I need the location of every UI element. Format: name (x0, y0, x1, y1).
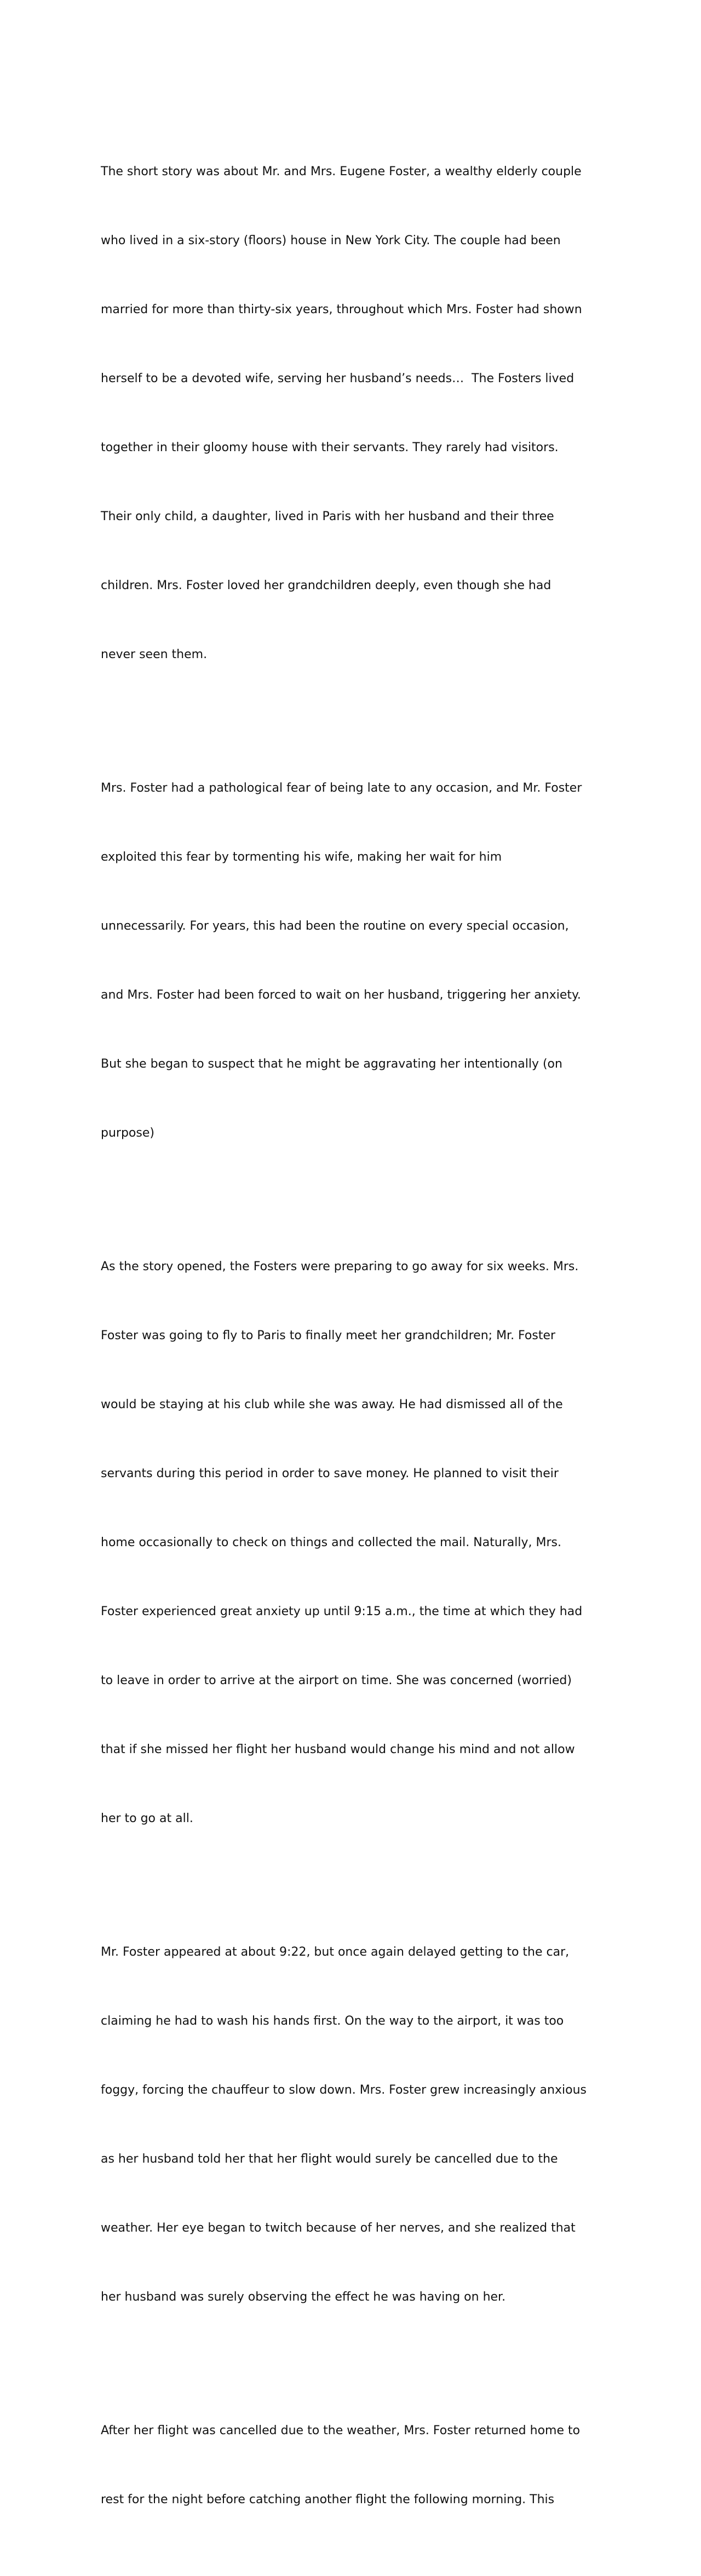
text-line: married for more than thirty-six years, throughout which Mrs. Foster had shown (101, 303, 582, 316)
text-line: Mr. Foster appeared at about 9:22, but once again delayed getting to the car, (101, 1945, 570, 1959)
text-line: After her flight was cancelled due to the weather, Mrs. Foster returned home to (101, 2424, 581, 2437)
text-line: children. Mrs. Foster loved her grandchildren deeply, even though she had (101, 579, 551, 592)
text-line: together in their gloomy house with their servants. They rarely had visitors. (101, 441, 559, 454)
text-line: Foster was going to fly to Paris to finally meet her grandchildren; Mr. Foster (101, 1329, 556, 1342)
text-line: exploited this fear by tormenting his wife, making her wait for him (101, 850, 502, 864)
text-line: weather. Her eye began to twitch because of her nerves, and she realized that (101, 2221, 576, 2235)
text-line: claiming he had to wash his hands first. On the way to the airport, it was too (101, 2014, 564, 2028)
text-line: would be staying at his club while she was away. He had dismissed all of the (101, 1398, 563, 1411)
text-line: rest for the night before catching another flight the following morning. This (101, 2493, 555, 2506)
paragraph-2 (101, 731, 610, 1191)
text-line: Foster experienced great anxiety up until 9:15 a.m., the time at which they had (101, 1605, 583, 1618)
paragraph-3 (101, 1209, 610, 1876)
text-line: But she began to suspect that he might be aggravating her intentionally (on (101, 1057, 562, 1071)
text-line: her to go at all. (101, 1812, 193, 1825)
paragraph-5 (101, 2373, 610, 2557)
text-line: her husband was surely observing the effect he was having on her. (101, 2290, 506, 2304)
text-line: never seen them. (101, 648, 208, 661)
text-line: Mrs. Foster had a pathological fear of being late to any occasion, and Mr. Foster (101, 781, 582, 795)
text-line: who lived in a six-story (floors) house in New York City. The couple had been (101, 234, 561, 247)
text-line: foggy, forcing the chauffeur to slow down. Mrs. Foster grew increasingly anxious (101, 2083, 587, 2097)
text-line: The short story was about Mr. and Mrs. Eugene Foster, a wealthy elderly couple (101, 165, 582, 178)
text-line: herself to be a devoted wife, serving her husband’s needs… The Fosters lived (101, 372, 574, 385)
text-column (101, 114, 610, 2576)
paragraph-4 (101, 1895, 610, 2355)
text-line: Their only child, a daughter, lived in Paris with her husband and their three (101, 510, 554, 523)
text-line: home occasionally to check on things and collected the mail. Naturally, Mrs. (101, 1536, 561, 1549)
text-line: and Mrs. Foster had been forced to wait on her husband, triggering her anxiety. (101, 988, 581, 1002)
text-line: unnecessarily. For years, this had been the routine on every special occasion, (101, 919, 569, 933)
text-line: as her husband told her that her flight would surely be cancelled due to the (101, 2152, 558, 2166)
text-line: As the story opened, the Fosters were preparing to go away for six weeks. Mrs. (101, 1260, 579, 1273)
paragraph-1 (101, 114, 610, 712)
text-line: servants during this period in order to save money. He planned to visit their (101, 1467, 559, 1480)
text-line: to leave in order to arrive at the airport on time. She was concerned (worried) (101, 1674, 572, 1687)
text-line: that if she missed her flight her husband would change his mind and not allow (101, 1743, 575, 1756)
text-line: purpose) (101, 1126, 154, 1140)
